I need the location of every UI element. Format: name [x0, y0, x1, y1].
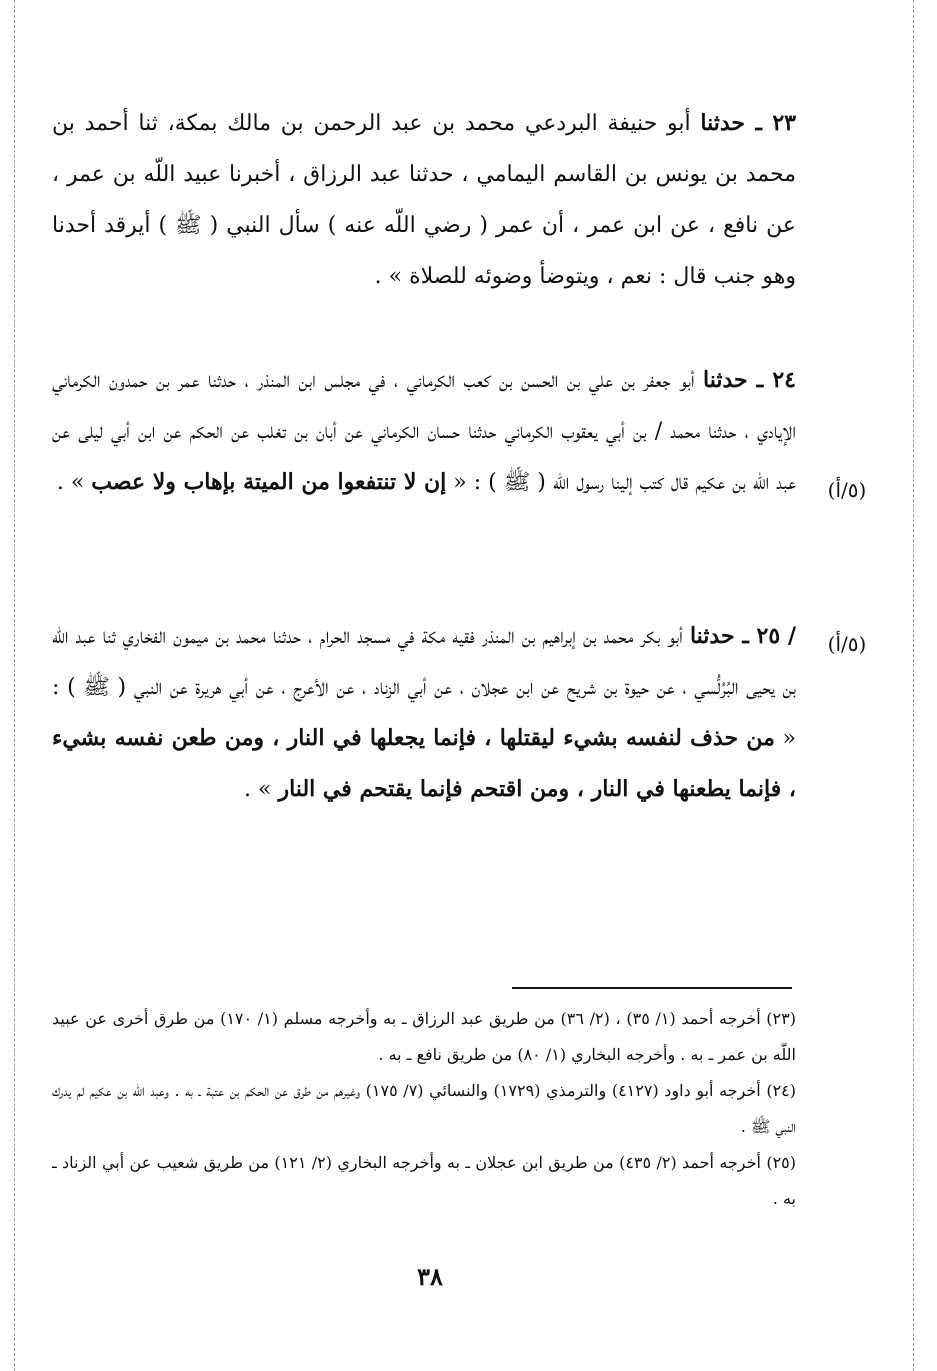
hadith-25-body: أبو بكر محمد بن إبراهيم بن المنذر فقيه مكة في مسجد الحرام ، حدثنا محمد بن ميمون الفخاري ثنا عبد اللّه بن يحيى البُرُلُّسي ، عن حيوة بن شريح عن ابن عجلان ، عن أبي الزناد ، عن الأعرج ، عن أبي هريرة عن النبي ( ﷺ ) : «	[52, 624, 796, 751]
footnotes	[52, 1001, 796, 1217]
footnote-25: (٢٥) أخرجه أحمد (٢/ ٤٣٥) من طريق ابن عجلان ـ به وأخرجه البخاري (٢/ ١٢١) من طريق شعيب عن أبي الزناد ـ به .	[52, 1153, 796, 1208]
scan-edge-right	[913, 0, 914, 1371]
footnote-24: (٢٤) أخرجه أبو داود (٤١٢٧) والترمذي (١٧٢٩) والنسائي (٧/ ١٧٥) وغيرهم من طرق عن الحكم بن عتبة ـ به . وعبد اللّه بن عكيم لم يدرك النبي ﷺ .	[52, 1081, 797, 1136]
hadith-25	[52, 611, 796, 815]
hadith-24-lead: ٢٤ ـ حدثنا	[703, 367, 796, 393]
manuscript-folio-note-1: (٥/أ)	[827, 478, 867, 502]
manuscript-folio-note-2: (٥/أ)	[827, 632, 867, 656]
hadith-24-body: أبو جعفر بن علي بن الحسن بن كعب الكرماني ، في مجلس ابن المنذر ، حدثنا عمر بن حمدون الكرماني الإيادي ، حدثنا محمد / بن أبي يعقوب الكرماني حدثنا حسان الكرماني عن أبان بن تغلب عن الحكم عن ابن أبي ليلى عن عبد اللّه بن عكيم قال كتب إلينا رسول اللّه ( ﷺ ) : «	[52, 368, 796, 495]
hadith-25-prefix: /	[780, 623, 796, 649]
scan-edge-left	[14, 0, 15, 1371]
hadith-25-lead: ٢٥ ـ حدثنا	[689, 623, 781, 649]
hadith-25-tail: » .	[244, 777, 279, 802]
hadith-23-body: أبو حنيفة البردعي محمد بن عبد الرحمن بن مالك بمكة، ثنا أحمد بن محمد بن يونس بن القاسم اليمامي ، حدثنا عبد الرزاق ، أخبرنا عبيد اللّه بن عمر ، عن نافع ، عن ابن عمر ، أن عمر ( رضي اللّه عنه ) سأل النبي ( ﷺ ) أيرقد أحدنا وهو جنب قال : نعم ، ويتوضأ وضوئه للصلاة » .	[52, 111, 796, 289]
hadith-25-quote: من حذف لنفسه بشيء ليقتلها ، فإنما يجعلها في النار ، ومن طعن نفسه بشيء ، فإنما يطعنها في النار ، ومن اقتحم فإنما يقتحم في النار	[52, 725, 796, 802]
hadith-24-tail: » .	[56, 470, 92, 495]
hadith-24-quote: إن لا تنتفعوا من الميتة بإهاب ولا عصب	[91, 469, 447, 495]
footnote-separator	[512, 987, 792, 989]
hadith-23-lead: ٢٣ ـ حدثنا	[700, 110, 796, 136]
page-number: ٣٨	[417, 1262, 443, 1291]
footnote-23: (٢٣) أخرجه أحمد (١/ ٣٥) ، (٢/ ٣٦) من طريق عبد الرزاق ـ به وأخرجه مسلم (١/ ١٧٠) من طرق أخرى عن عبيد اللّه بن عمر ـ به . وأخرجه البخاري (١/ ٨٠) من طريق نافع ـ به .	[52, 1009, 796, 1064]
hadith-23	[52, 98, 796, 302]
hadith-24	[52, 355, 796, 508]
